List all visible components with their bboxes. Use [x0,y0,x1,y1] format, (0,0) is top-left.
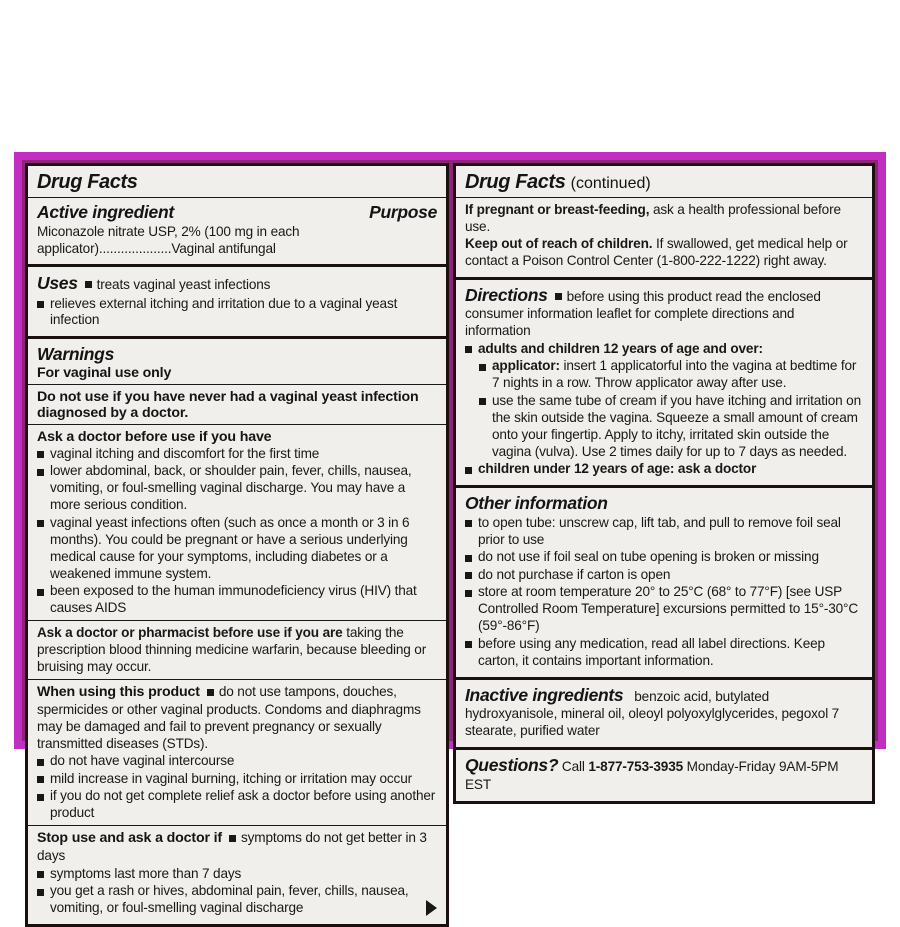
continued-label: (continued) [570,175,651,192]
directions-cream-bullet: use the same tube of cream if you have itching and irritation on the skin outside the vagina. Squeeze a small amount of cream onto your fingertip. Apply to itchy, irritated skin outside the vagina (vulva). Use 2 times daily for up to 7 days as needed. [479,393,863,461]
bullet-square-icon [229,835,236,842]
keep-out-bold: Keep out of reach of children. [465,235,653,251]
panel-drug-facts-continued [456,166,872,277]
active-ingredient-header-row [37,202,437,223]
drug-facts-continued-title [465,172,863,194]
drug-facts-right-column [453,163,875,804]
when-using-bullet: mild increase in vaginal burning, itching or irritation may occur [37,771,437,788]
ask-pharmacist-paragraph [37,625,437,676]
children-bullet-text: children under 12 years of age: ask a doctor [478,461,757,477]
panel-directions [456,280,872,486]
panel-uses [28,267,446,337]
divider [28,679,446,680]
ask-doctor-bullet: vaginal yeast infections often (such as once a month or 3 in 6 months). You could be pregnant or have a serious underlying medical cause for your symptoms, including diabetes or a weakened immune system. [37,515,437,583]
panel-questions [456,750,872,801]
inactive-ingredients-heading: Inactive ingredients [465,684,624,705]
ask-pharmacist-bold: Ask a doctor or pharmacist before use if you are [37,625,343,641]
uses-heading: Uses [37,272,78,293]
when-using-first: do not use tampons, douches, spermicides or other vaginal products. Condoms and diaphragms may be damaged and fail to prevent pregnancy or sexually transmitted diseases (STDs). [37,684,421,751]
panel-warnings [28,339,446,924]
ask-doctor-bullet: lower abdominal, back, or shoulder pain, fever, chills, nausea, vomiting, or foul-smelling vaginal discharge. You may have a more serious condition. [37,463,437,514]
stop-use-paragraph [37,830,437,865]
directions-children-list [465,461,863,478]
applicator-rest: insert 1 applicatorful into the vagina at bedtime for 7 nights in a row. Throw applicator away after use. [492,358,857,391]
bullet-square-icon [207,689,214,696]
panel-inactive-ingredients [456,680,872,748]
adults-heading-text: adults and children 12 years of age and over: [478,340,763,356]
drug-facts-panels [25,163,875,916]
stop-use-first: symptoms do not get better in 3 days [37,830,427,864]
warnings-heading: Warnings [37,344,115,365]
divider [28,197,446,198]
directions-lead-line [465,285,863,341]
warnings-do-not-use: Do not use if you have never had a vaginal yeast infection diagnosed by a doctor. [37,389,419,422]
divider [28,384,446,385]
active-ingredient-heading: Active ingredient [37,201,174,222]
divider [28,825,446,826]
other-info-bullet: do not use if foil seal on tube opening is broken or missing [465,549,863,566]
uses-first-line [37,272,437,295]
warnings-subheading: For vaginal use only [37,365,172,382]
directions-bullet-list [465,341,863,358]
drug-facts-title-right: Drug Facts [465,171,566,193]
directions-applicator-bullet [479,358,863,392]
inactive-ingredients-line [465,685,863,741]
directions-heading: Directions [465,284,548,305]
bullet-square-icon [85,281,92,288]
drug-facts-title: Drug Facts [37,171,138,193]
pregnant-rest: ask a health professional before use. [465,201,841,234]
uses-bullet-1: relieves external itching and irritation due to a vaginal yeast infection [37,296,437,330]
continuation-arrow-icon [426,900,437,916]
stop-use-bullet: you get a rash or hives, abdominal pain, fever, chills, nausea, vomiting, or foul-smelling vaginal discharge [37,883,437,917]
directions-lead: before using this product read the enclosed consumer information leaflet for complete directions and information [465,288,821,339]
panel-active-ingredient [28,166,446,264]
drug-facts-left-column [25,163,449,927]
active-ingredient-text: Miconazole nitrate USP, 2% (100 mg in each applicator)....................Vaginal antifungal [37,223,300,256]
when-using-paragraph [37,684,437,753]
ask-pharmacist-rest: taking the prescription blood thinning medicine warfarin, because bleeding or bruising may occur. [37,625,427,675]
stop-use-bold: Stop use and ask a doctor if [37,830,223,847]
questions-hours: Monday-Friday 9AM-5PM EST [465,759,839,793]
stop-use-bullet: symptoms last more than 7 days [37,866,437,883]
keep-out-line [465,236,863,270]
directions-sub-bullet-list [479,358,863,460]
pregnant-bold: If pregnant or breast-feeding, [465,201,650,217]
ask-doctor-bullet-list [37,446,437,617]
when-using-bullet: do not have vaginal intercourse [37,753,437,770]
ask-doctor-bullet: been exposed to the human immunodeficiency virus (HIV) that causes AIDS [37,583,437,617]
other-info-bullet: before using any medication, read all label directions. Keep carton, it contains important information. [465,636,863,670]
directions-adults-heading [465,341,863,358]
inactive-ingredients-text: benzoic acid, butylated hydroxyanisole, mineral oil, oleoyl polyoxylglycerides, pegoxol 7 stearate, purified water [465,688,840,739]
other-info-bullet: do not purchase if carton is open [465,567,863,584]
other-information-heading: Other information [465,493,608,514]
questions-heading: Questions? [465,755,559,776]
uses-bullet-0: treats vaginal yeast infections [96,276,271,292]
pregnancy-line [465,202,863,236]
ask-doctor-bullet: vaginal itching and discomfort for the first time [37,446,437,463]
ask-doctor-heading: Ask a doctor before use if you have [37,429,272,446]
when-using-bullet: if you do not get complete relief ask a doctor before using another product [37,788,437,822]
directions-children-bullet [465,461,863,478]
other-info-bullet: store at room temperature 20° to 25°C (68° to 77°F) [see USP Controlled Room Temperature] excursions permitted to 15°-30°C (59°-86°F) [465,584,863,635]
divider [456,197,872,198]
other-info-bullet: to open tube: unscrew cap, lift tab, and pull to remove foil seal prior to use [465,515,863,549]
uses-bullet-list [37,296,437,330]
panel-other-information [456,488,872,676]
stop-use-bullet-list [37,866,437,917]
keep-out-rest: If swallowed, get medical help or contact a Poison Control Center (1-800-222-1222) right away. [465,235,848,268]
divider [28,424,446,425]
when-using-bold: When using this product [37,684,200,701]
when-using-bullet-list [37,753,437,822]
questions-line [465,755,863,794]
questions-phone: 1-877-753-3935 [588,759,684,775]
other-information-bullet-list [465,515,863,670]
divider [28,620,446,621]
applicator-bold: applicator: [492,358,560,374]
questions-call-label: Call [561,759,585,775]
bullet-square-icon [555,293,562,300]
purpose-heading: Purpose [369,201,437,222]
